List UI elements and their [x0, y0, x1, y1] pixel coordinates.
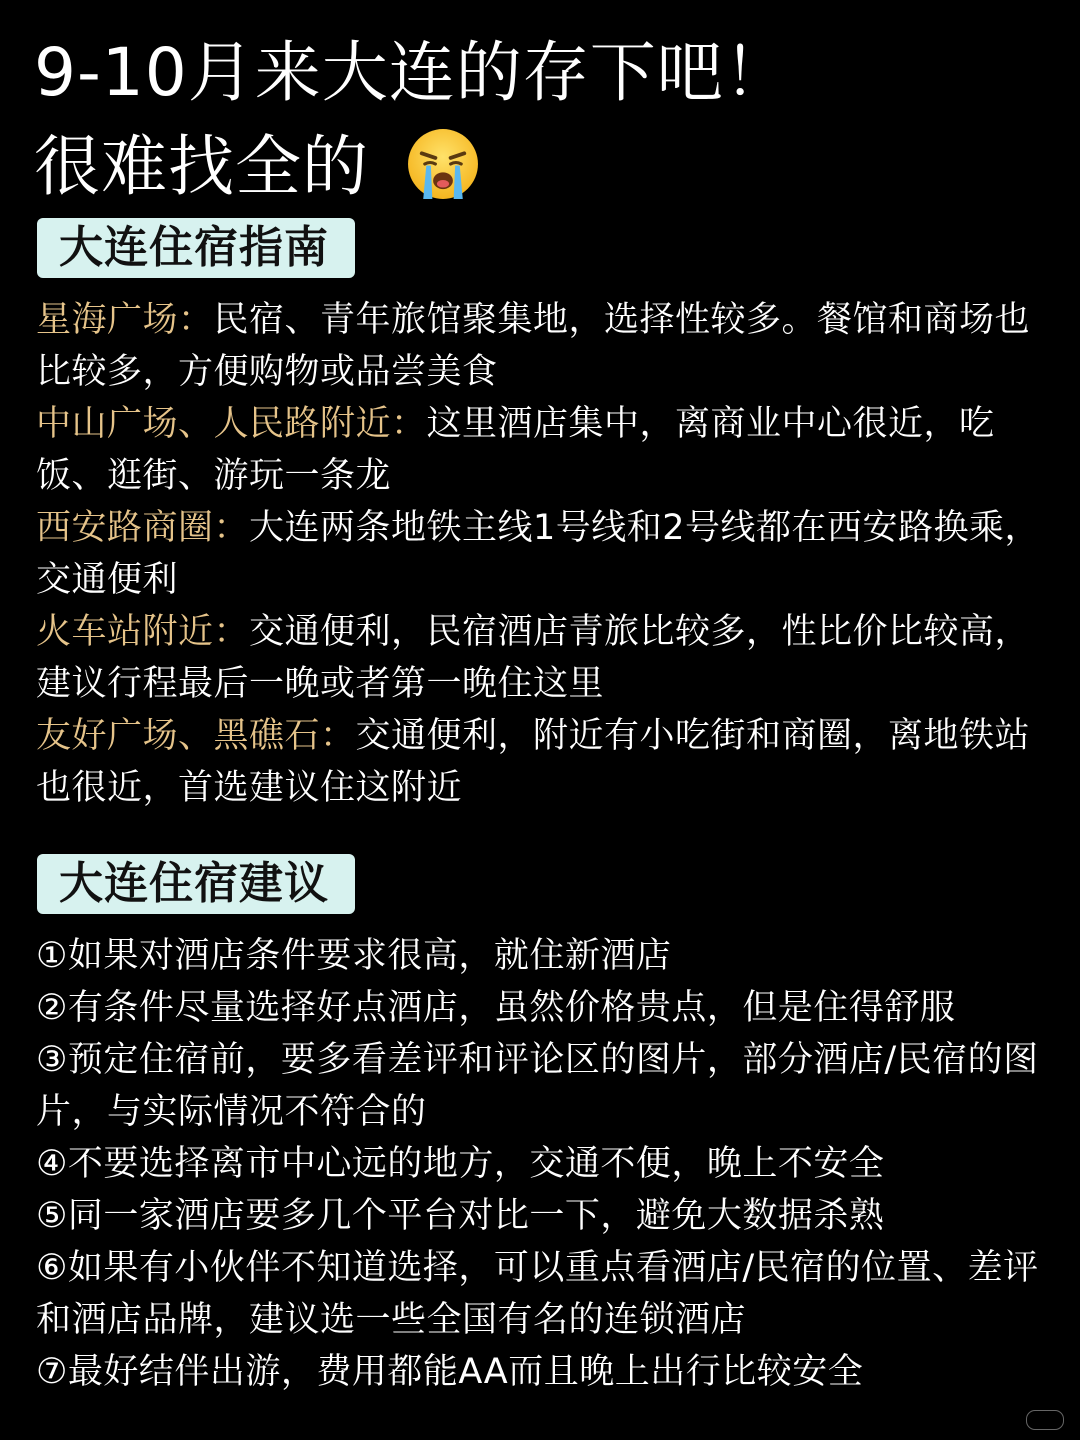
area-name: 火车站附近：: [36, 612, 250, 652]
area-name: 西安路商圈：: [36, 508, 250, 548]
list-item: ②有条件尽量选择好点酒店，虽然价格贵点，但是住得舒服: [36, 988, 956, 1028]
list-item: ⑦最好结伴出游，费用都能AA而且晚上出行比较安全: [36, 1352, 864, 1392]
title-line-1: 9-10月来大连的存下吧！: [34, 34, 791, 111]
area-description: 交通便利，民宿酒店青旅比较多，性比价比较高，建议行程最后一晚或者第一晚住这里: [36, 612, 1031, 704]
area-name: 中山广场、人民路附近：: [36, 404, 427, 444]
area-name: 友好广场、黑礁石：: [36, 716, 356, 756]
title-line-2-text: 很难找全的: [34, 128, 369, 205]
advice-list: [36, 930, 1046, 1398]
watermark-icon: [1026, 1410, 1064, 1430]
title-line-2: [34, 120, 1054, 214]
list-item: ③预定住宿前，要多看差评和评论区的图片，部分酒店/民宿的图片，与实际情况不符合的: [36, 1040, 1039, 1132]
list-item: [36, 710, 1046, 814]
area-description: 交通便利，附近有小吃街和商圈，离地铁站也很近，首选建议住这附近: [36, 716, 1031, 808]
guide-list: [36, 294, 1046, 814]
list-item: [36, 398, 1046, 502]
section-tag-guide: 大连住宿指南: [37, 218, 355, 278]
area-name: 星海广场：: [36, 300, 214, 340]
area-description: 民宿、青年旅馆聚集地，选择性较多。餐馆和商场也比较多，方便购物或品尝美食: [36, 300, 1031, 392]
section-tag-advice: 大连住宿建议: [37, 854, 355, 914]
list-item: [36, 606, 1046, 710]
list-item: ⑤同一家酒店要多几个平台对比一下，避免大数据杀熟: [36, 1196, 885, 1236]
area-description: 这里酒店集中，离商业中心很近，吃饭、逛街、游玩一条龙: [36, 404, 995, 496]
list-item: [36, 294, 1046, 398]
page-title: [34, 26, 1054, 214]
list-item: [36, 502, 1046, 606]
list-item: ①如果对酒店条件要求很高，就住新酒店: [36, 936, 672, 976]
list-item: ④不要选择离市中心远的地方，交通不便，晚上不安全: [36, 1144, 885, 1184]
crying-face-icon: [405, 126, 481, 202]
list-item: ⑥如果有小伙伴不知道选择，可以重点看酒店/民宿的位置、差评和酒店品牌，建议选一些全国有名的连锁酒店: [36, 1248, 1039, 1340]
area-description: 大连两条地铁主线1号线和2号线都在西安路换乘，交通便利: [36, 508, 1041, 600]
